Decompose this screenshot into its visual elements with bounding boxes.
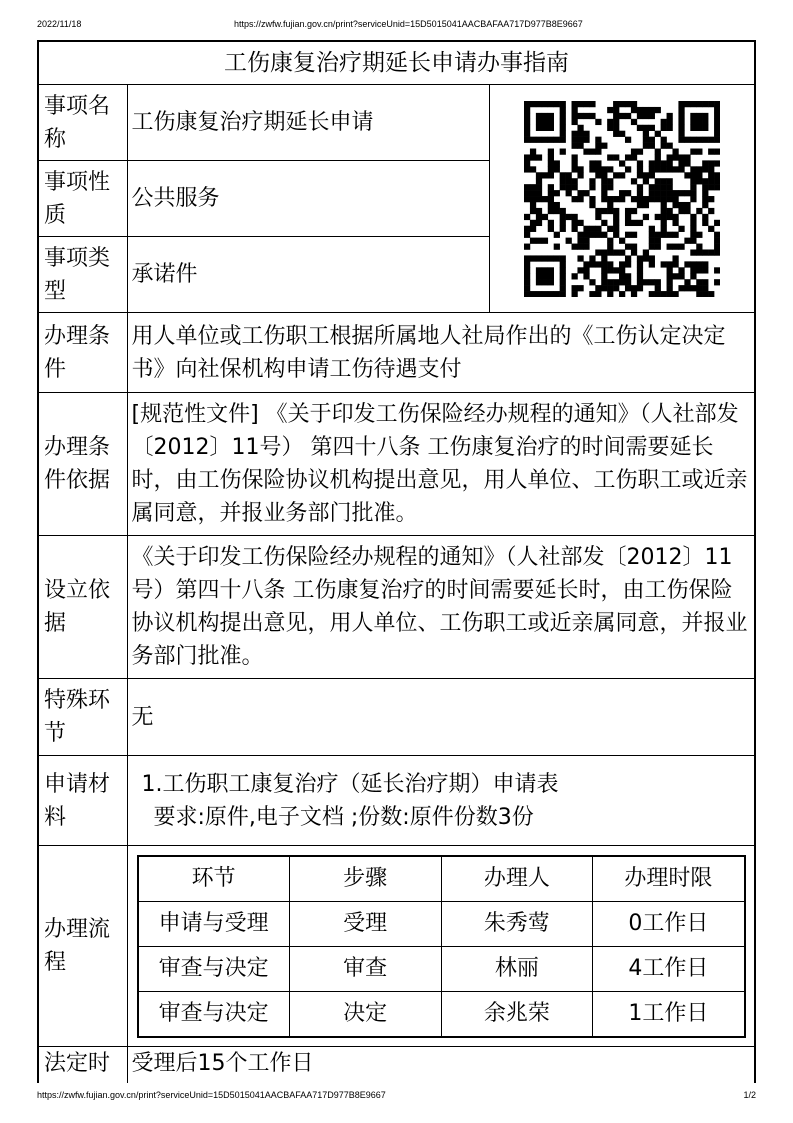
process-header: 办理人 (441, 856, 593, 902)
process-handler: 林丽 (441, 946, 593, 991)
item-name-value: 工伤康复治疗期延长申请 (127, 85, 489, 161)
footer-url: https://zwfw.fujian.gov.cn/print?serviceUnid=15D5015041AACBAFAA717D977B8E9667 (37, 1090, 386, 1100)
legal-basis-value: 《关于印发工伤保险经办规程的通知》（人社部发〔2012〕11号）第四十八条 工伤康复治疗的时间需要延长时，由工伤保险协议机构提出意见，用人单位、工伤职工或近亲属同意，并报业务部门批准。 (127, 536, 754, 679)
item-type-label: 事项类型 (39, 237, 127, 313)
process-table (137, 855, 746, 1038)
item-nature-label: 事项性质 (39, 161, 127, 237)
process-row (138, 901, 745, 946)
guide-table (39, 42, 754, 1083)
process-handler: 余兆荣 (441, 991, 593, 1037)
process-time-limit: 4工作日 (593, 946, 745, 991)
legal-basis-label: 设立依据 (39, 536, 127, 679)
materials-list (127, 756, 754, 846)
process-label: 办理流程 (39, 846, 127, 1047)
process-time-limit: 1工作日 (593, 991, 745, 1037)
qr-cell (489, 85, 754, 313)
service-guide (37, 40, 756, 1083)
special-step-value: 无 (127, 679, 754, 756)
print-header (0, 17, 793, 31)
process-header: 办理时限 (593, 856, 745, 902)
materials-label: 申请材料 (39, 756, 127, 846)
process-row (138, 946, 745, 991)
process-header: 步骤 (289, 856, 441, 902)
process-step: 决定 (289, 991, 441, 1037)
process-header: 环节 (138, 856, 290, 902)
item-type-value: 承诺件 (127, 237, 489, 313)
process-stage: 审查与决定 (138, 991, 290, 1037)
process-stage: 审查与决定 (138, 946, 290, 991)
process-handler: 朱秀莺 (441, 901, 593, 946)
item-nature-value: 公共服务 (127, 161, 489, 237)
legal-time-value: 受理后15个工作日 (127, 1047, 754, 1084)
guide-title: 工伤康复治疗期延长申请办事指南 (39, 42, 754, 85)
condition-value: 用人单位或工伤职工根据所属地人社局作出的《工伤认定决定书》向社保机构申请工伤待遇支付 (127, 313, 754, 393)
process-header-row (138, 856, 745, 902)
process-row (138, 991, 745, 1037)
print-footer (0, 1088, 793, 1102)
process-time-limit: 0工作日 (593, 901, 745, 946)
condition-basis-label: 办理条件依据 (39, 393, 127, 536)
material-item: 1.工伤职工康复治疗（延长治疗期）申请表 (141, 771, 559, 797)
process-step: 受理 (289, 901, 441, 946)
condition-label: 办理条件 (39, 313, 127, 393)
item-name-label: 事项名称 (39, 85, 127, 161)
print-date: 2022/11/18 (37, 19, 82, 29)
process-step: 审查 (289, 946, 441, 991)
process-cell (127, 846, 754, 1047)
special-step-label: 特殊环节 (39, 679, 127, 756)
legal-time-label: 法定时 (39, 1047, 127, 1084)
print-url: https://zwfw.fujian.gov.cn/print?serviceUnid=15D5015041AACBAFAA717D977B8E9667 (234, 19, 583, 29)
material-requirement: 要求:原件,电子文档 ;份数:原件份数3份 (153, 804, 534, 830)
page-number: 1/2 (743, 1090, 756, 1100)
qr-code-icon (524, 101, 720, 297)
condition-basis-value: [规范性文件] 《关于印发工伤保险经办规程的通知》（人社部发〔2012〕11号） 第四十八条 工伤康复治疗的时间需要延长时，由工伤保险协议机构提出意见，用人单位、工伤职工或近亲属同意，并报业务部门批准。 (127, 393, 754, 536)
process-stage: 申请与受理 (138, 901, 290, 946)
